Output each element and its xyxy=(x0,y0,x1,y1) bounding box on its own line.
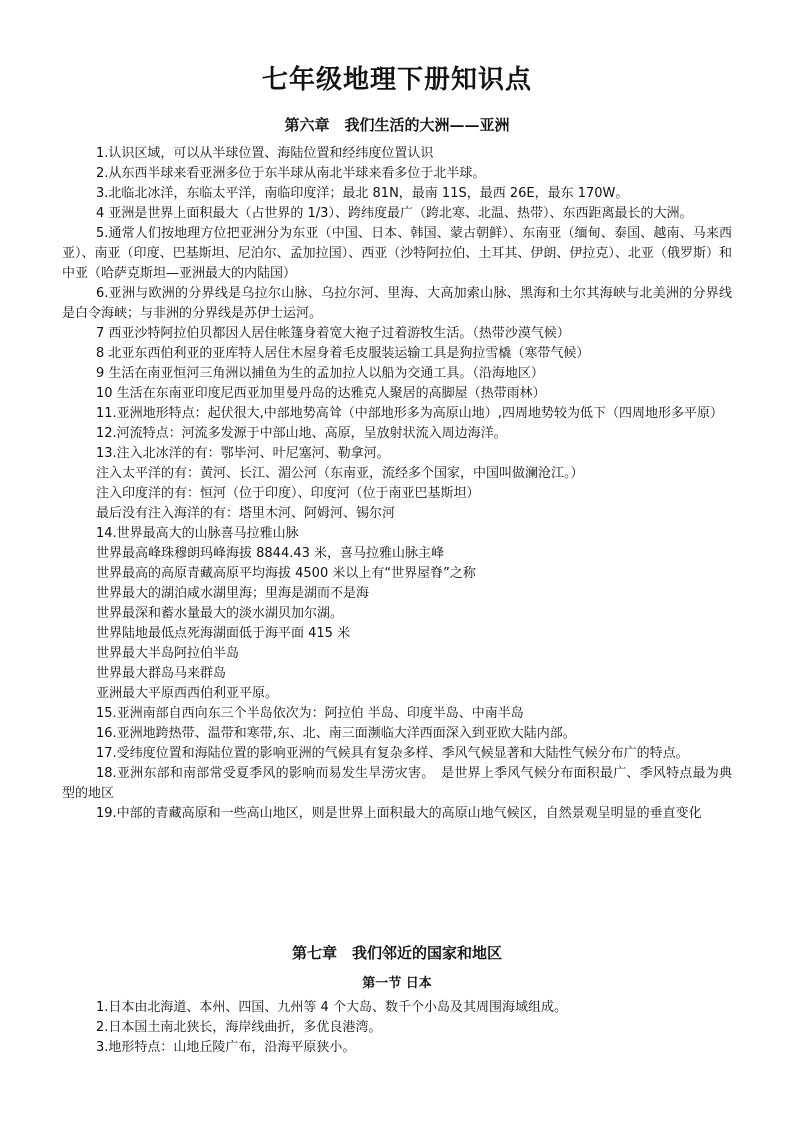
chapter-7-heading: 第七章 我们邻近的国家和地区 xyxy=(291,944,502,962)
paragraph-16: 16.亚洲地跨热带、温带和寒带,东、北、南三面濒临大洋西面深入到亚欧大陆内部。 xyxy=(96,726,576,741)
paragraph-12: 12.河流特点：河流多发源于中部山地、高原，呈放射状流入周边海洋。 xyxy=(96,426,507,441)
paragraph-13-inland: 最后没有注入海洋的有：塔里木河、阿姆河、锡尔河 xyxy=(96,506,396,521)
paragraph-5: 5.通常人们按地理方位把亚洲分为东亚（中国、日本、韩国、蒙古朝鲜）、东南亚（缅甸、泰国、越南、马来西亚）、南亚（印度、巴基斯坦、尼泊尔、孟加拉国）、西亚（沙特阿拉伯、土耳其、伊朗、伊拉克）、北亚（俄罗斯）和中亚（哈萨克斯坦—亚洲最大的内陆国） xyxy=(62,226,732,281)
paragraph-3: 3.北临北冰洋，东临太平洋，南临印度洋；最北 81N，最南 11S，最西 26E，最东 170W。 xyxy=(96,186,629,201)
chapter-6-body xyxy=(62,144,732,824)
japan-paragraph-1: 1.日本由北海道、本州、四国、九州等 4 个大岛、数千个小岛及其周围海域组成。 xyxy=(96,1000,567,1015)
paragraph-14-peninsula: 世界最大半岛阿拉伯半岛 xyxy=(96,646,240,661)
paragraph-17: 17.受纬度位置和海陆位置的影响亚洲的气候具有复杂多样、季风气候显著和大陆性气候分布广的特点。 xyxy=(96,746,689,761)
paragraph-7: 7 西亚沙特阿拉伯贝都因人居住帐篷身着宽大袍子过着游牧生活。（热带沙漠气候） xyxy=(96,326,570,341)
paragraph-14: 14.世界最高大的山脉喜马拉雅山脉 xyxy=(96,526,299,541)
paragraph-15: 15.亚洲南部自西向东三个半岛依次为：阿拉伯 半岛、印度半岛、中南半岛 xyxy=(96,706,524,721)
section-japan-heading: 第一节 日本 xyxy=(362,976,432,991)
japan-paragraph-2: 2.日本国土南北狭长，海岸线曲折，多优良港湾。 xyxy=(96,1020,382,1035)
paragraph-14-peak: 世界最高峰珠穆朗玛峰海拔 8844.43 米，喜马拉雅山脉主峰 xyxy=(96,546,445,561)
paragraph-13-indian: 注入印度洋的有：恒河（位于印度）、印度河（位于南亚巴基斯坦） xyxy=(96,486,480,501)
document-title: 七年级地理下册知识点 xyxy=(261,65,532,95)
japan-paragraph-3: 3.地形特点：山地丘陵广布，沿海平原狭小。 xyxy=(96,1040,356,1055)
paragraph-11: 11.亚洲地形特点：起伏很大,中部地势高耸（中部地形多为高原山地）,四周地势较为低下（四周地形多平原） xyxy=(96,406,723,421)
paragraph-4: 4 亚洲是世界上面积最大（占世界的 1/3）、跨纬度最广（跨北寒、北温、热带）、东西距离最长的大洲。 xyxy=(96,206,693,221)
paragraph-14-plateau: 世界最高的高原青藏高原平均海拔 4500 米以上有“世界屋脊”之称 xyxy=(96,566,476,581)
paragraph-14-archipelago: 世界最大群岛马来群岛 xyxy=(96,666,227,681)
paragraph-14-salt-lake: 世界最大的湖泊咸水湖里海；里海是湖而不是海 xyxy=(96,586,370,601)
paragraph-10: 10 生活在东南亚印度尼西亚加里曼丹岛的达雅克人聚居的高脚屋（热带雨林） xyxy=(96,386,546,401)
paragraph-14-fresh-lake: 世界最深和蓄水量最大的淡水湖贝加尔湖。 xyxy=(96,606,344,621)
chapter-7-body xyxy=(62,998,732,1058)
paragraph-14-plain: 亚洲最大平原西西伯利亚平原。 xyxy=(96,686,279,701)
paragraph-18: 18.亚洲东部和南部常受夏季风的影响而易发生旱涝灾害。 是世界上季风气候分布面积最广、季风特点最为典型的地区 xyxy=(62,766,732,801)
paragraph-6: 6.亚洲与欧洲的分界线是乌拉尔山脉、乌拉尔河、里海、大高加索山脉、黑海和土尔其海峡与北美洲的分界线是白令海峡；与非洲的分界线是苏伊士运河。 xyxy=(62,286,732,321)
paragraph-2: 2.从东西半球来看亚洲多位于东半球从南北半球来看多位于北半球。 xyxy=(96,166,486,181)
paragraph-19: 19.中部的青藏高原和一些高山地区，则是世界上面积最大的高原山地气候区，自然景观呈明显的垂直变化 xyxy=(96,806,702,821)
paragraph-14-lowest-point: 世界陆地最低点死海湖面低于海平面 415 米 xyxy=(96,626,351,641)
chapter-6-heading: 第六章 我们生活的大洲——亚洲 xyxy=(284,116,510,134)
paragraph-8: 8 北亚东西伯利亚的亚库特人居住木屋身着毛皮服装运输工具是狗拉雪橇（寒带气候） xyxy=(96,346,590,361)
paragraph-9: 9 生活在南亚恒河三角洲以捕鱼为生的孟加拉人以船为交通工具。（沿海地区） xyxy=(96,366,544,381)
paragraph-1: 1.认识区域，可以从半球位置、海陆位置和经纬度位置认识 xyxy=(96,146,434,161)
paragraph-13: 13.注入北冰洋的有：鄂毕河、叶尼塞河、勒拿河。 xyxy=(96,446,390,461)
paragraph-13-pacific: 注入太平洋的有：黄河、长江、湄公河（东南亚，流经多个国家，中国叫做澜沧江。） xyxy=(96,466,584,481)
